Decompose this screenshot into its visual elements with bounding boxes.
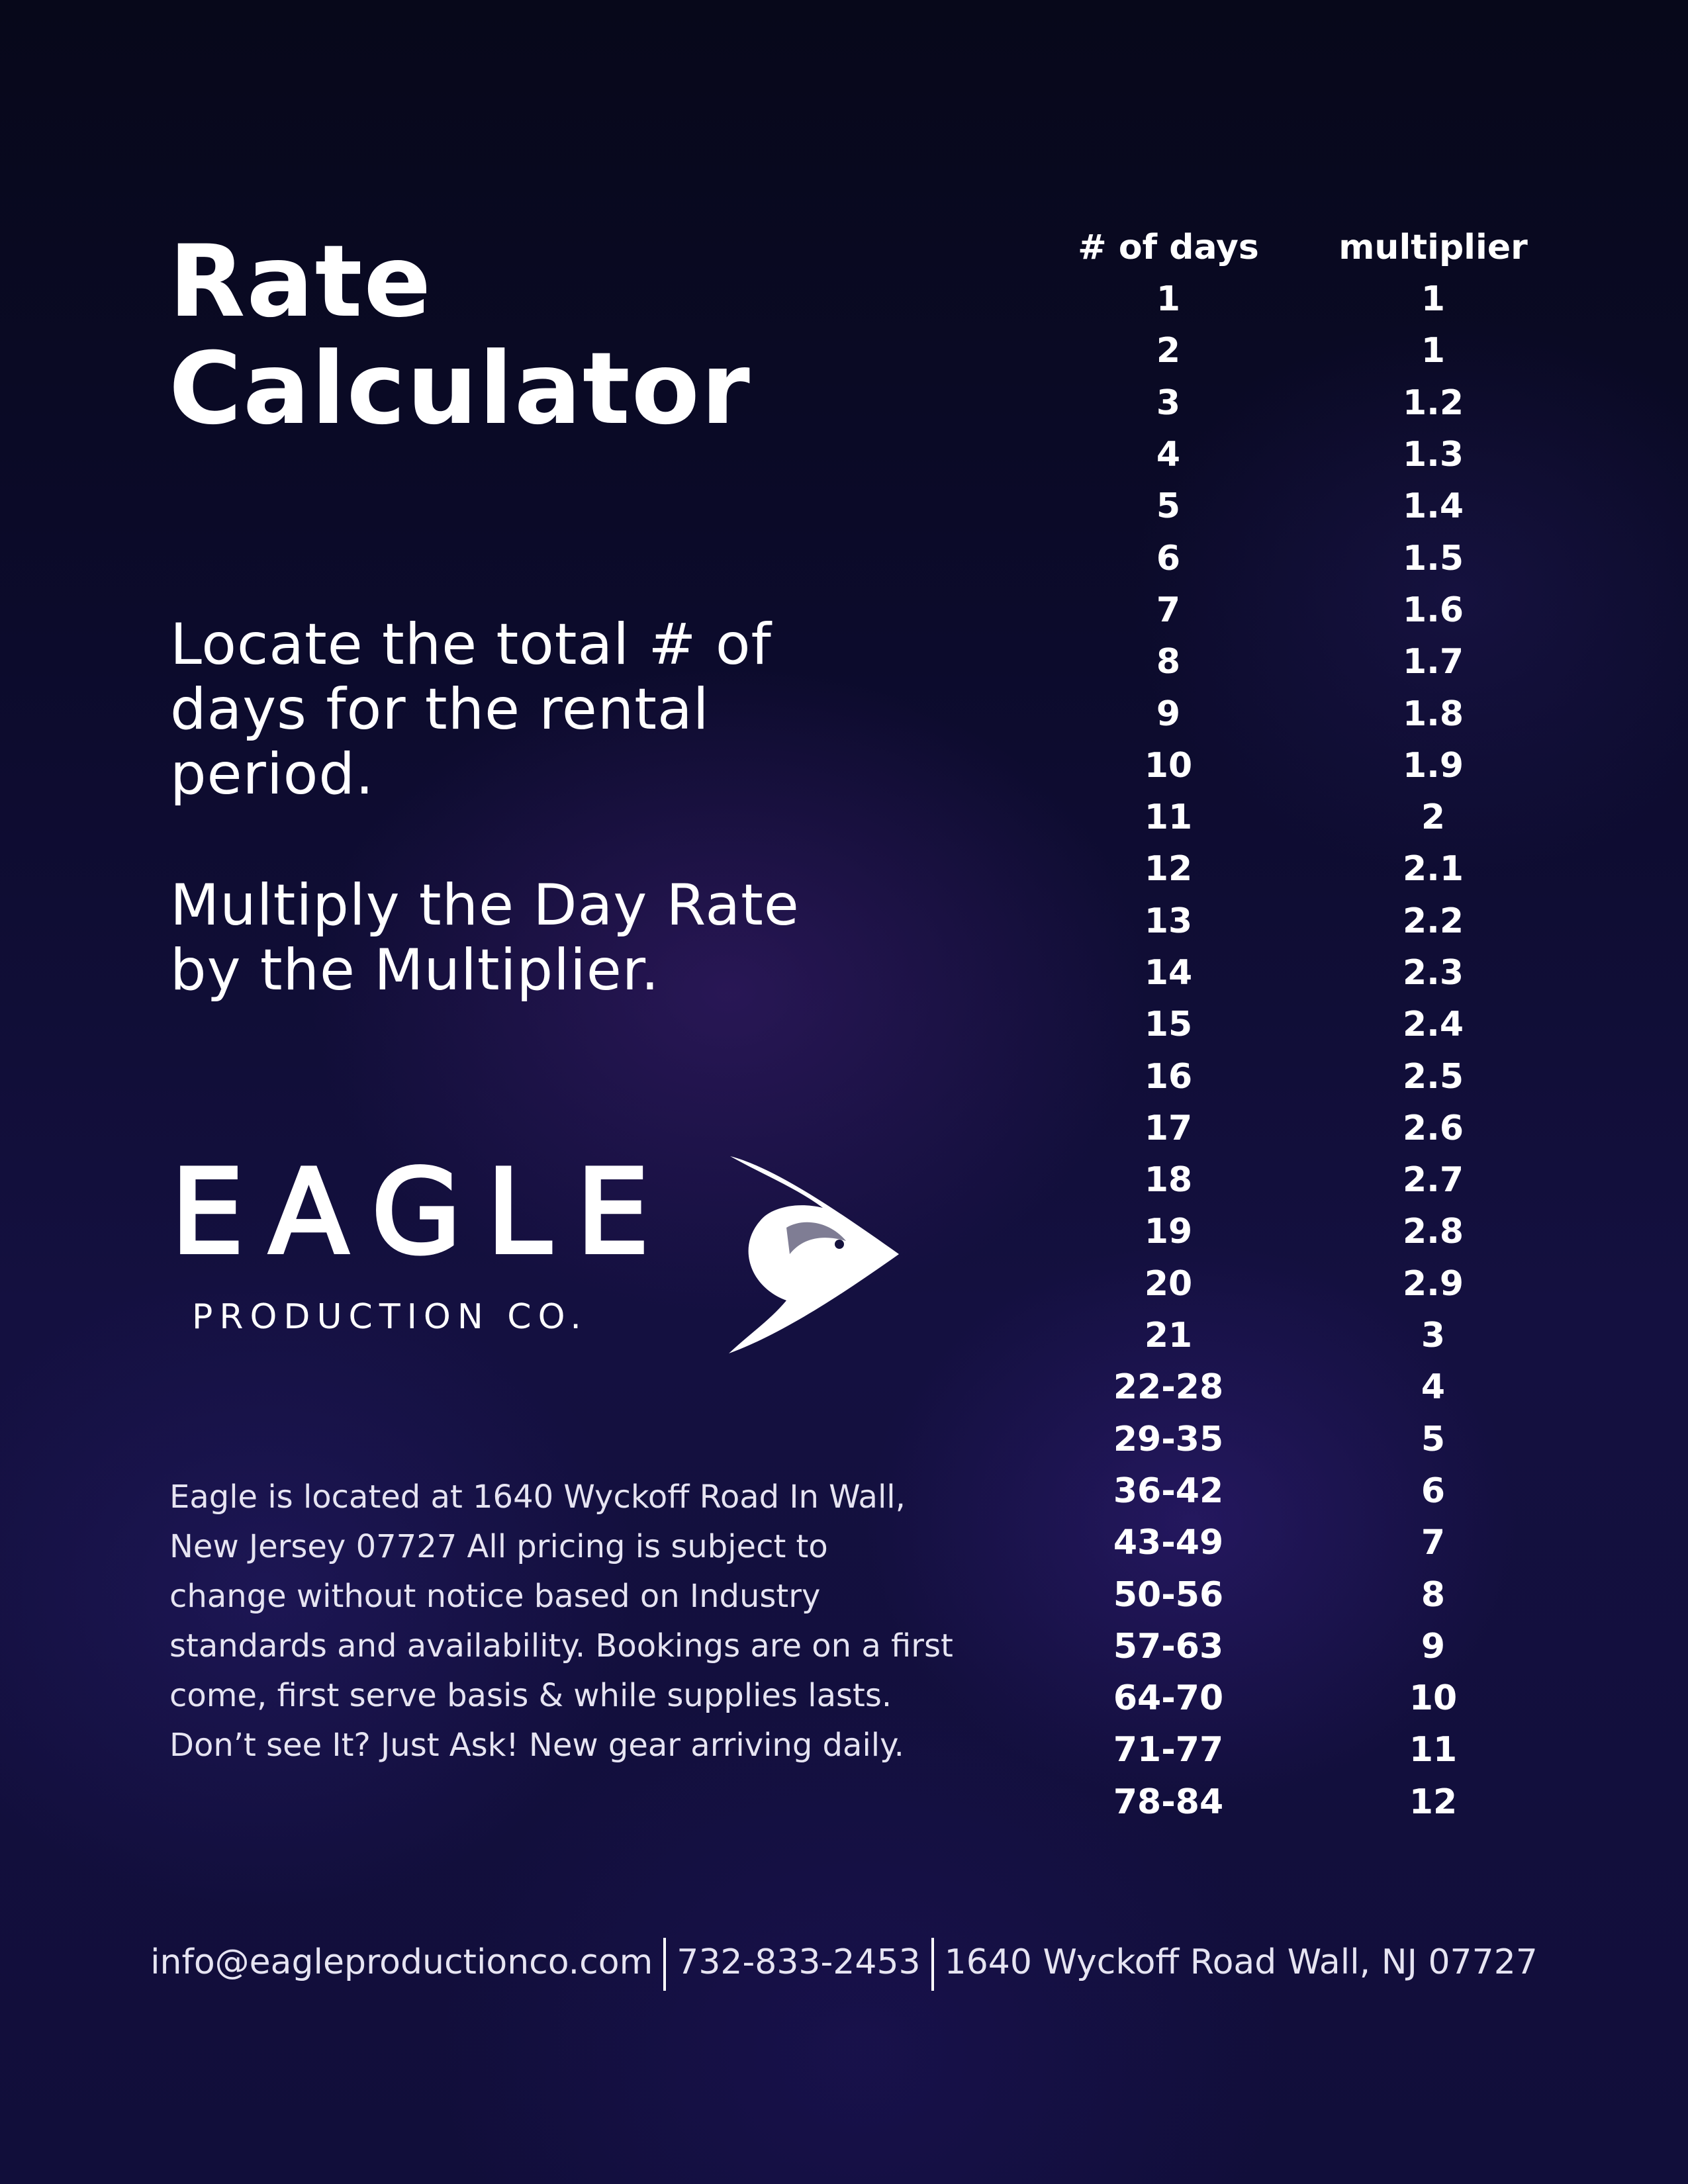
table-row <box>1072 1154 1595 1206</box>
days-cell: 12 <box>1144 849 1193 889</box>
instructions <box>170 612 865 1069</box>
about-line: come, first serve basis & while supplies lasts. <box>169 1677 892 1714</box>
multiplier-cell: 2.2 <box>1402 901 1464 941</box>
table-row <box>1072 273 1595 325</box>
days-cell: 6 <box>1156 538 1181 578</box>
footer-contact <box>0 1936 1688 1991</box>
table-header-row <box>1072 222 1595 273</box>
multiplier-cell: 2.6 <box>1402 1108 1464 1148</box>
days-cell: 5 <box>1156 486 1181 527</box>
multiplier-cell: 5 <box>1421 1419 1446 1459</box>
days-cell: 29-35 <box>1113 1419 1224 1459</box>
days-cell: 11 <box>1144 797 1193 838</box>
footer-phone-link[interactable]: 732-833-2453 <box>677 1942 921 1982</box>
rate-table-body <box>1072 273 1595 1828</box>
multiplier-cell: 1.2 <box>1402 383 1464 423</box>
days-cell: 18 <box>1144 1160 1193 1201</box>
days-cell: 20 <box>1144 1263 1193 1304</box>
multiplier-cell: 1 <box>1421 279 1446 320</box>
days-cell: 16 <box>1144 1056 1193 1097</box>
footer-divider <box>931 1938 934 1991</box>
multiplier-cell: 2.1 <box>1402 849 1464 889</box>
about-text <box>169 1473 997 1770</box>
multiplier-cell: 1.9 <box>1402 745 1464 786</box>
table-row <box>1072 740 1595 792</box>
eagle-head-arrow-icon <box>724 1155 902 1353</box>
instruction-step-1: Locate the total # of days for the rental period. <box>170 612 772 807</box>
table-row <box>1072 1414 1595 1465</box>
footer-address: 1640 Wyckoff Road Wall, NJ 07727 <box>944 1942 1538 1982</box>
table-row <box>1072 1724 1595 1776</box>
table-row <box>1072 688 1595 739</box>
table-row <box>1072 999 1595 1050</box>
table-row <box>1072 1621 1595 1672</box>
about-line: standards and availability. Bookings are on a first <box>169 1627 953 1664</box>
table-row <box>1072 532 1595 584</box>
multiplier-cell: 1.4 <box>1402 486 1464 527</box>
days-cell: 1 <box>1156 279 1181 320</box>
days-cell: 43-49 <box>1113 1523 1224 1563</box>
multiplier-cell: 2.3 <box>1402 953 1464 993</box>
title-line-1: Rate <box>169 224 433 340</box>
days-cell: 71-77 <box>1113 1730 1224 1770</box>
days-cell: 13 <box>1144 901 1193 941</box>
multiplier-cell: 9 <box>1421 1626 1446 1666</box>
table-row <box>1072 792 1595 843</box>
days-cell: 50-56 <box>1113 1574 1224 1615</box>
table-row <box>1072 1465 1595 1517</box>
days-cell: 19 <box>1144 1212 1193 1252</box>
table-row <box>1072 1361 1595 1413</box>
about-line: New Jersey 07727 All pricing is subject to <box>169 1528 828 1565</box>
multiplier-cell: 1.8 <box>1402 694 1464 734</box>
multiplier-cell: 2.4 <box>1402 1005 1464 1045</box>
table-row <box>1072 1569 1595 1620</box>
instruction-step-2: Multiply the Day Rate by the Multiplier. <box>170 872 800 1003</box>
footer-divider <box>663 1938 666 1991</box>
multiplier-cell: 1 <box>1421 331 1446 371</box>
multiplier-cell: 2 <box>1421 797 1446 838</box>
multiplier-cell: 4 <box>1421 1367 1446 1408</box>
multiplier-cell: 2.9 <box>1402 1263 1464 1304</box>
days-cell: 8 <box>1156 642 1181 682</box>
table-row <box>1072 1517 1595 1569</box>
multiplier-cell: 1.7 <box>1402 642 1464 682</box>
company-logo <box>171 1146 899 1353</box>
table-row <box>1072 1050 1595 1102</box>
multiplier-cell: 8 <box>1421 1574 1446 1615</box>
days-cell: 21 <box>1144 1316 1193 1356</box>
table-row <box>1072 429 1595 480</box>
days-cell: 36-42 <box>1113 1471 1224 1511</box>
table-row <box>1072 1310 1595 1361</box>
multiplier-cell: 2.8 <box>1402 1212 1464 1252</box>
table-row <box>1072 1672 1595 1724</box>
about-line: Eagle is located at 1640 Wyckoff Road In Wall, <box>169 1479 906 1516</box>
days-cell: 14 <box>1144 953 1193 993</box>
multiplier-cell: 1.3 <box>1402 435 1464 475</box>
logo-subtitle: PRODUCTION CO. <box>192 1297 588 1337</box>
days-cell: 4 <box>1156 435 1181 475</box>
multiplier-cell: 1.5 <box>1402 538 1464 578</box>
days-cell: 10 <box>1144 745 1193 786</box>
multiplier-cell: 2.5 <box>1402 1056 1464 1097</box>
about-line: change without notice based on Industry <box>169 1578 821 1615</box>
multiplier-cell: 7 <box>1421 1523 1446 1563</box>
multiplier-cell: 2.7 <box>1402 1160 1464 1201</box>
table-row <box>1072 843 1595 895</box>
days-cell: 64-70 <box>1113 1678 1224 1719</box>
days-cell: 15 <box>1144 1005 1193 1045</box>
days-cell: 22-28 <box>1113 1367 1224 1408</box>
days-cell: 9 <box>1156 694 1181 734</box>
multiplier-cell: 10 <box>1409 1678 1458 1719</box>
table-row <box>1072 895 1595 947</box>
multiplier-cell: 12 <box>1409 1782 1458 1822</box>
days-cell: 17 <box>1144 1108 1193 1148</box>
multiplier-cell: 1.6 <box>1402 590 1464 630</box>
days-cell: 57-63 <box>1113 1626 1224 1666</box>
table-row <box>1072 480 1595 532</box>
footer-email-link[interactable]: info@eagleproductionco.com <box>150 1942 653 1982</box>
rate-table <box>1072 222 1595 1828</box>
table-row <box>1072 584 1595 636</box>
table-row <box>1072 377 1595 429</box>
header-days: # of days <box>1078 228 1259 267</box>
days-cell: 7 <box>1156 590 1181 630</box>
multiplier-cell: 3 <box>1421 1316 1446 1356</box>
logo-wordmark: EAGLE <box>171 1146 675 1280</box>
table-row <box>1072 1776 1595 1828</box>
table-row <box>1072 947 1595 999</box>
title-line-2: Calculator <box>169 332 751 447</box>
page-title <box>169 224 751 447</box>
days-cell: 3 <box>1156 383 1181 423</box>
header-multiplier: multiplier <box>1338 228 1528 267</box>
multiplier-cell: 11 <box>1409 1730 1458 1770</box>
table-row <box>1072 636 1595 688</box>
days-cell: 2 <box>1156 331 1181 371</box>
table-row <box>1072 1103 1595 1154</box>
table-row <box>1072 1258 1595 1310</box>
days-cell: 78-84 <box>1113 1782 1224 1822</box>
multiplier-cell: 6 <box>1421 1471 1446 1511</box>
table-row <box>1072 1206 1595 1257</box>
table-row <box>1072 325 1595 377</box>
about-line: Don’t see It? Just Ask! New gear arriving daily. <box>169 1727 904 1764</box>
